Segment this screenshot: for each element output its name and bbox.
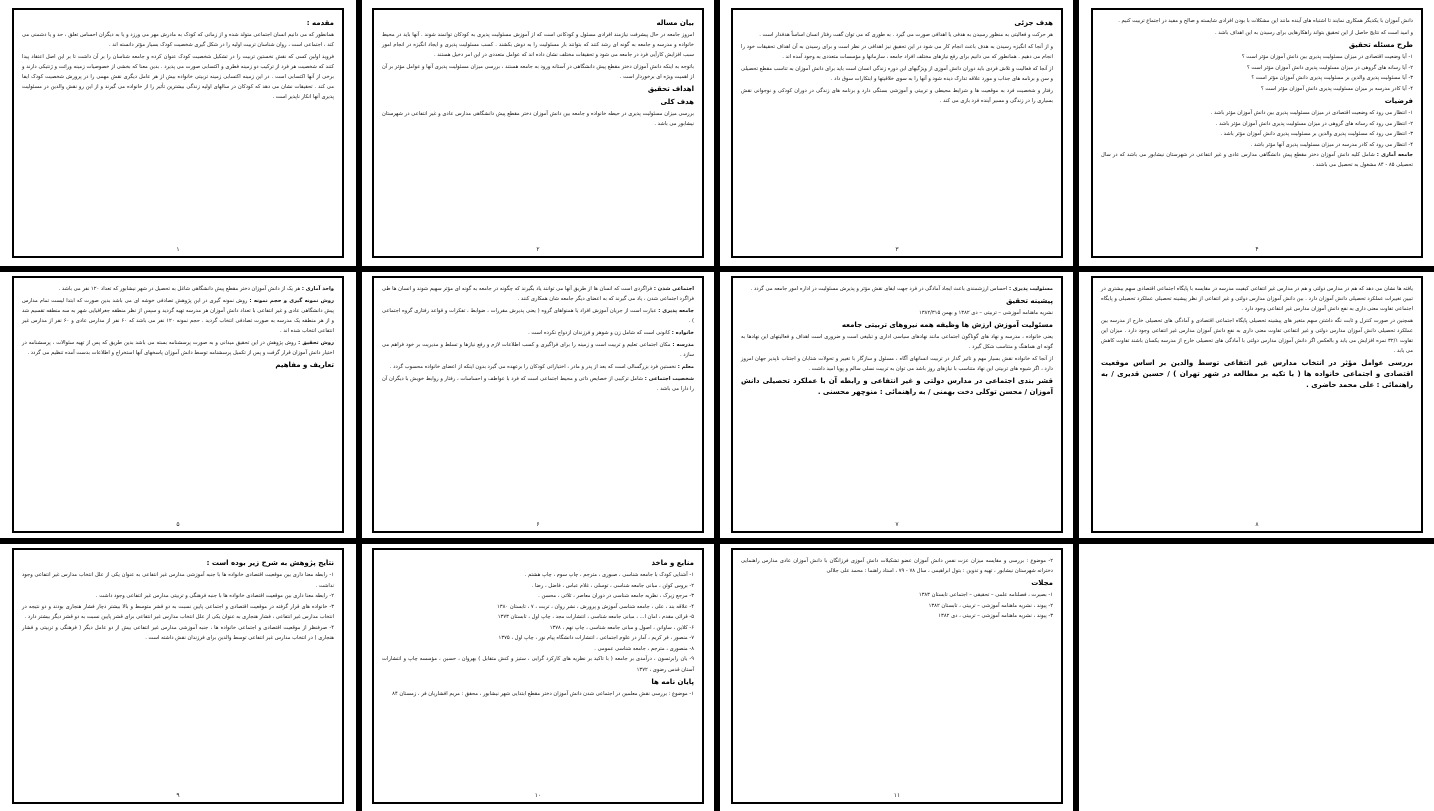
row-divider-1: [0, 266, 1434, 272]
section-heading: هدف جزئی: [1014, 19, 1053, 27]
term-label: شخصیت اجتماعی :: [644, 376, 694, 382]
paragraph-text: و امید است که نتایج حاصل از این تحقیق بتواند راهکارهایی برای رسیدن به این اهداف باشد .: [1214, 30, 1413, 36]
paragraph: [741, 556, 1053, 576]
column-divider-2: [714, 0, 720, 811]
paragraph: [22, 338, 334, 358]
paragraph-text: رفتار و شخصیت فرد به موقعیت ها و شرایط محیطی و تربیتی و آموزشی بستگی دارد و برنامه های زندگی در دوران کودکی و نوجوانی نقش بسیاری را در زندگی و مسیر آینده فرد بازی می کند .: [741, 88, 1053, 104]
term-label: روش تحقیق :: [298, 340, 334, 346]
document-page-2[interactable]: [372, 8, 704, 258]
page-number: ۷: [895, 521, 899, 528]
paragraph: [22, 296, 334, 336]
list-item: ۱- موضوع : بررسی نقش معلمین در اجتماعی شدن دانش آموزان دختر مقطع ابتدایی شهر نیشابور ، محقق : مریم افشاریان فر ، زمستان ۸۴: [392, 691, 694, 697]
paragraph-text: هر حرکت و فعالیتی به منظور رسیدن به هدفی یا اهدافی صورت می گیرد . به طوری که می توان گفت رفتار انسان اساساً هدفدار است .: [759, 32, 1053, 38]
page-number: ۱۱: [893, 792, 901, 799]
page-number: ۵: [176, 521, 180, 528]
paragraph-text: از آنجا که خانواده نقش بسیار مهم و تاثیر گذار در تربیت انسانهای آگاه ، مسئول و سازگار با تغییر و تحولات شتابان و اجتناب ناپذیر جهان امروز دارد ، اگر شیوه های تربیتی این نهاد متناسب با نیازهای روز باشد می توان به تربیت نسلی سالم و پویا امید داشت .: [741, 356, 1053, 372]
document-page-11[interactable]: [731, 548, 1063, 804]
paragraph-text: باتوجه به اینکه دانش آموزان دختر مقطع پیش دانشگاهی در آستانه ورود به جامعه هستند ، بررسی میزان مسئولیت پذیری آنها و عوامل مؤثر بر آن از اهمیت ویژه ای برخوردار است .: [382, 64, 694, 80]
section-heading: پیشینه تحقیق: [1006, 297, 1053, 305]
paragraph: [382, 328, 694, 338]
paragraph-text: همچنین در صورت کنترل و ثابت نگه داشتن سهم متغیر های پیشینه تحصیلی پایگاه اجتماعی اقتصادی و آمادگی های تحصیلی خارج از مدرسه بین عملکرد تحصیلی دانش آموزان مدارس دولتی و غیر انتفاعی تفاوت معنی داری به نفع دانش آموزان مدارس غیر انتفاعی وجود دارد . میزان این تفاوت ۳۲/۱ نمره افزایش می یابد و بالعکس اگر دانش آموزان مدارس دولتی با آمادگی های تحصیلی خارج از مدرسه یکسان باشند تفاوت کاهش می یابد .: [1101, 318, 1413, 354]
paragraph-text: فروید اولین کسی که نقش نخستین تربیت را در تشکیل شخصیت کودک عنوان کرده و جامعه شناسان را بر آن داشت تا بر این اصل اعتقاد پیدا کنند که شخصیت هر فرد از ترکیب دو زمینه فطری و اکتسابی صورت می پذیرد . بدین معنا که بخشی از خصوصیات زمینه وراثت و ژنتیکی دارند و برخی از آنها اکتسابی است . در این زمینه اکتسابی زمینه تربیتی خانواده بیش از هر عامل دیگری نقش مهمی را در پرورش شخصیت کودک ایفا می کند . تحقیقات نشان می دهد که کودکان در سالهای اولیه زندگی بیشترین تأثیر را از خانواده می گیرند و از این رو نقش والدین در مسئولیت پذیری آنها انکار ناپذیر است .: [22, 54, 334, 100]
paragraph: [382, 306, 694, 326]
paragraph: [382, 284, 694, 304]
list-item: ۲- انتظار می رود که رسانه های گروهی در میزان مسئولیت پذیری دانش آموزان مؤثر باشد .: [1215, 120, 1413, 127]
paragraph-text: ۲- موضوع : بررسی و مقایسه میزان عزت نفس دانش آموزان عضو تشکیلات دانش آموزی فرزانگان با دانش آموزان عادی مدارس راهنمایی دخترانه شهرستان نیشابور ، تهیه و تدوین : بتول ابراهیمی ، سال ۷۸ - ۷۹ ، استاد راهنما : محمد علی جلالی: [741, 558, 1053, 574]
document-page-7[interactable]: [731, 276, 1063, 533]
list-item: ۳- آیا مسئولیت پذیری والدین بر مسئولیت پذیری دانش آموزان مؤثر است ؟: [1251, 75, 1413, 81]
list-item: ۴- صرفنظر از موقعیت اقتصادی و اجتماعی خانواده ها ، جنبه آموزشی مدارس غیر انتفاعی بیش از دو عامل دیگر ( فرهنگی و تربیتی و فشار هنجاری ) در انتخاب مدارس غیر انتفاعی توسط والدین برای فرزندان نقش داشته است .: [22, 624, 334, 641]
term-label: روش نمونه گیری و حجم نمونه :: [249, 298, 334, 304]
term-label: جامعه آماری :: [1376, 152, 1414, 158]
section-heading: هدف کلی: [660, 98, 694, 106]
list-item: ۴- انتظار می رود که کادر مدرسه در میزان مسئولیت پذیری آنها مؤثر باشد .: [1250, 141, 1413, 148]
document-page-3[interactable]: [731, 8, 1063, 258]
term-label: واحد آماری :: [301, 286, 334, 292]
section-heading: طرح مسئله تحقیق: [1348, 41, 1413, 49]
paragraph-text: کانونی است که شامل زن و شوهر و فرزندان ازدواج نکرده است .: [528, 330, 671, 336]
list-item: ۱- انتظار می رود که وضعیت اقتصادی در میزان مسئولیت پذیری بین دانش آموزان مؤثر باشد .: [1210, 110, 1413, 116]
section-heading: مقدمه :: [306, 19, 334, 27]
paragraph-text: یافته ها نشان می دهد که هم در مدارس دولتی و هم در مدارس غیر انتفاعی کیفیت مدرسه در مقایسه با پایگاه اجتماعی اقتصادی سهم بیشتری در تبیین تغییرات عملکرد تحصیلی دانش آموزان دارد . بین دانش آموزان مدارس دولتی و غیر انتفاعی از نظر پیشینه تحصیلی عملکرد تحصیلی و پایگاه اجتماعی تفاوت معنی داری به نفع دانش آموزان مدارس غیر انتفاعی وجود دارد .: [1101, 286, 1413, 312]
document-page-8[interactable]: [1091, 276, 1423, 533]
document-page-1[interactable]: [12, 8, 344, 258]
paragraph: [741, 354, 1053, 374]
section-heading: نتایج پژوهش به شرح زیر بوده است :: [206, 559, 334, 567]
list-item: ۷- منصور ، فر کریم ، آمار در علوم اجتماعی ، انتشارات دانشگاه پیام نور ، چاپ اول ، ۱۳۷۵: [498, 635, 694, 641]
document-page-5[interactable]: [12, 276, 344, 533]
section-heading: بیان مساله: [656, 19, 694, 27]
paragraph: [741, 64, 1053, 84]
paragraph-text: شامل کلیه دانش آموزان دختر مقطع پیش دانشگاهی مدارس عادی و غیر انتفاعی در شهرستان نیشابور می باشد که در سال تحصیلی ۸۵ - ۸۴ مشغول به تحصیل می باشند .: [1101, 152, 1413, 168]
paragraph-text: هر یک از دانش آموزان دختر مقطع پیش دانشگاهی شاغل به تحصیل در شهر نیشابور که تعداد ۱۲۰ نفر می باشد .: [58, 286, 301, 292]
paragraph-text: از آنجا که فعالیت و تلاش فردی باید دوران دانش آموزی از ویژگیهای این دوره زندگی انسان است باید برای دانش آموزان به تناسب مقطع تحصیلی و سن و برنامه های جذاب و مورد علاقه تدارک دیده شود و آنها را به سوی خلاقیتها و ابتکارات سوق داد .: [741, 66, 1053, 82]
list-item: ۱- آشنایی کودک با جامعه شناسی ، صبوری ، مترجم ، چاپ سوم ، چاپ هشتم .: [524, 572, 694, 578]
paragraph: [1101, 284, 1413, 314]
row-divider-2: [0, 538, 1434, 544]
page-number: ۱: [176, 246, 180, 253]
section-heading: تعاریف و مفاهیم: [275, 361, 334, 369]
page-number: ۲: [536, 246, 540, 253]
paragraph: [382, 362, 694, 372]
paragraph: [382, 340, 694, 360]
section-heading: پایان نامه ها: [651, 678, 694, 686]
paragraph: [1101, 316, 1413, 356]
list-item: ۴- علاقه بند ، علی ، جامعه شناسی آموزش و پرورش ، نشر روان ، تربت ، ۷ ، تابستان ۱۳۸۰: [497, 603, 694, 610]
paragraph-text: عبارت است از جریان آموزش افراد یا همنواهای گروه ( یعنی پذیرش مقررات ، ضوابط ، تفکرات و قواعد رفتاری گروه اجتماعی ) .: [382, 308, 694, 324]
paragraph-text: نشریه ماهنامه آموزشی – تربیتی – دی ۱۳۸۲ و بهمن ۱۳۸۲/۳۱۵: [918, 310, 1053, 316]
term-label: اجتماعی شدن :: [653, 286, 694, 292]
paragraph-text: دانش آموزان با یکدیگر همکاری نمایند تا اشتباه های آینده مانند این مشکلات با بودن افرادی شایسته و صالح و مفید در اجتماع تربیت کنیم .: [1118, 18, 1413, 24]
section-heading: قشر بندی اجتماعی در مدارس دولتی و غیر انتفاعی و رابطه آن با عملکرد تحصیلی دانش آموزان / محسن توکلی دخت بهمنی / به راهنمائی : منوچهر محسنی .: [741, 377, 1053, 396]
paragraph-text: یعنی خانواده ، مدرسه و نهاد های گوناگون اجتماعی مانند نهادهای سیاسی اداری و تبلیغی است و ضروری است اهداف و فعالیتهای این نهادها به گونه ای هماهنگ و متناسب شکل گیرد .: [741, 334, 1053, 350]
paragraph: [741, 42, 1053, 62]
list-item: ۴- آیا کادر مدرسه بر میزان مسئولیت پذیری دانش آموزان مؤثر است ؟: [1261, 85, 1413, 92]
paragraph-text: فراگردی است که انسان ها از طریق آنها می توانند یاد بگیرند که چگونه در جامعه به گونه ای مؤثر سهیم شوند و انسان ها طی فراگرد اجتماعی شدن ، یاد می گیرند که به اعضای دیگر جامعه شان همکاری کنند .: [382, 286, 694, 302]
paragraph: [382, 30, 694, 60]
list-item: ۹- یان رابرتسون ، درآمدی بر جامعه ( با تاکید بر نظریه های کارکرد گرایی ، ستیز و کنش متقابل ) بهروان ، حسین ، مؤسسه چاپ و انتشارات آستان قدس رضوی ، ۱۳۷۲: [382, 656, 694, 673]
paragraph-text: روش نمونه گیری در این پژوهش تصادفی خوشه ای می باشد بدین صورت که ابتدا لیست تمام مدارس پیش دانشگاهی عادی و غیر انتفاعی با تعداد دانش آموزان هر مدرسه تهیه گردید و سپس از نظر منطقه جغرافیایی شهر به سه منطقه تقسیم شد و از هر منطقه یک مدرسه به صورت تصادفی انتخاب گردید . حجم نمونه ۱۲۰ نفر می باشد که ۶۰ نفر از مدارس عادی و ۶۰ نفر از مدارس غیر انتفاعی انتخاب شده اند .: [22, 298, 334, 334]
document-page-4[interactable]: [1091, 8, 1423, 258]
paragraph: [1101, 150, 1413, 170]
document-page-10[interactable]: [372, 548, 704, 804]
page-number: ۹: [176, 792, 180, 799]
paragraph: [741, 308, 1053, 318]
column-divider-1: [356, 0, 362, 811]
paragraph: [22, 30, 334, 50]
list-item: ۲- آیا رسانه های گروهی در میزان مسئولیت پذیری دانش آموزان مؤثر است ؟: [1246, 64, 1413, 71]
list-item: ۵- قرائی مقدم ، امان ا... ، مبانی جامعه شناسی ، انتشارات مجد ، چاپ اول ، تابستان ۱۳۷۳: [497, 614, 694, 620]
paragraph: [741, 30, 1053, 40]
list-item: ۲- پیوند ، نشریه ماهنامه آموزشی – تربیتی ، تابستان ۱۳۸۲: [928, 602, 1053, 609]
paragraph-text: و از آنجا که انگیزه رسیدن به هدف باعث انجام کار می شود در این تحقیق نیز اهدافی در نظر است و برای رسیدن به آن اهداف تحقیقات خود را انجام می دهیم . همانطور که می دانیم برای رفع نیازهای مختلف افراد جامعه ، سازمانها و مؤسسات متعددی به وجود آمده اند .: [741, 44, 1053, 60]
paragraph: [382, 62, 694, 82]
list-item: ۱- رابطه معنا داری بین موقعیت اقتصادی خانواده ها با جنبه آموزشی مدارس غیر انتفاعی به عنوان یکی از علل انتخاب مدارس غیر انتفاعی وجود نداشت .: [22, 572, 334, 589]
list-item: ۶- کلاین ، ساوانن ، اصول و مبانی جامعه شناسی ، چاپ نهم ، ۱۳۷۸: [549, 624, 694, 631]
term-label: مسئولیت پذیری :: [1009, 286, 1053, 292]
paragraph-text: امروز جامعه در حال پیشرفت نیازمند افرادی مسئول و کودکانی است که از آموزش مسئولیت پذیری به کودکان توانمند شوند . آنها باید در محیط خانواده و مدرسه و جامعه به گونه ای رشد کنند که بتوانند بار مسئولیت را به دوش بکشند . کسب مسئولیت پذیری و ایجاد انگیزه در انجام امور سبب افزایش کارآیی فرد در جامعه می شود و تحقیقات مختلف نشان داده اند که عوامل متعددی در این امر دخیل هستند .: [382, 32, 694, 58]
paragraph-text: مکان اجتماعی تعلیم و تربیت است و زمینه را برای فراگیری و کسب اطلاعات لازم و رفع نیازها و تسلط و مدیریت بر خود فراهم می سازد .: [382, 342, 694, 358]
section-heading: اهداف تحقیق: [647, 85, 694, 93]
paragraph-text: احساس ارزشمندی باعث ایجاد آمادگی در فرد جهت ایفای نقش مؤثر و پذیرش مسئولیت در اداره امور جامعه می گردد .: [750, 286, 1008, 292]
term-label: خانواده :: [671, 330, 694, 336]
list-item: ۱- بصیرت ، فصلنامه علمی – تحقیقی – اجتماعی تابستان ۱۳۸۳: [918, 592, 1053, 598]
paragraph: [1101, 16, 1413, 26]
paragraph-text: شامل ترکیبی از خصایص ذاتی و محیط اجتماعی است که فرد با عواطف و احساسات ، رفتار و روابط خویش با دیگران آن را دارا می باشد .: [382, 376, 694, 392]
list-item: ۸- منصوری ، مترجم ، جامعه شناسی عمومی .: [594, 645, 694, 652]
page-number: ۴: [1255, 246, 1259, 253]
section-heading: مجلات: [1031, 579, 1053, 587]
paragraph-text: نخستین فرد بزرگسالی است که بعد از پدر و مادر ، اختیاراتی کودکان را برعهده می گیرد بدون اینکه از اعضای خانواده محسوب گردد .: [389, 364, 677, 370]
page-number: ۳: [895, 246, 899, 253]
term-label: معلم :: [677, 364, 694, 370]
document-page-9[interactable]: [12, 548, 344, 804]
paragraph: [741, 86, 1053, 106]
column-divider-3: [1073, 0, 1079, 811]
list-item: ۲- رابطه معنا داری بین موقعیت اقتصادی خانواده ها با جنبه فرهنگی و تربیتی مدارس غیر انتفاعی وجود داشت .: [95, 593, 334, 599]
paragraph-text: همانطور که می دانیم انسان اجتماعی متولد شده و از زمانی که کودک به مادرش مهر می ورزد و یا به دیگران احساس تعلق ، حد و یا دشمنی می کند ، اجتماعی است ، روان شناسان تربیت اولیه را در شکل گیری شخصیت کودک بسیار مؤثر دانسته اند .: [22, 32, 334, 48]
list-item: ۲- بروس کوئن ، مبانی جامعه شناسی ، توسلی ، غلام عباس ، فاضل ، رضا .: [531, 582, 694, 589]
term-label: مدرسه :: [672, 342, 695, 348]
document-page-6[interactable]: [372, 276, 704, 533]
paragraph: [741, 284, 1053, 294]
paragraph: [22, 284, 334, 294]
list-item: ۳- خانواده های قرار گرفته در موقعیت اقتصادی و اجتماعی پایین نسبت به دو قشر متوسط و بالا بیشتر دچار فشار هنجاری بودند و دو نتیجه در انتخاب مدارس غیر انتفاعی ، فشار هنجاری به عنوان یکی از علل انتخاب مدارس غیر انتفاعی برای قشر پایین نسبت به دو قشر دیگر بیشتر دارد .: [22, 603, 334, 620]
paragraph-text: روش پژوهش در این تحقیق میدانی و به صورت پرسشنامه بسته می باشد بدین طریق که پس از تهیه سئوالات ، پرسشنامه در اختیار دانش آموزان قرار گرفت و پس از تکمیل پرسشنامه توسط دانش آموزان پاسخهای آنها استخراج و اطلاعات بدست آمده تنظیم می گردد .: [22, 340, 334, 356]
paragraph: [382, 109, 694, 129]
list-item: ۳- پیوند ، نشریه ماهنامه آموزشی – تربیتی ، دی ۱۳۸۲: [938, 613, 1053, 619]
page-number: ۶: [536, 521, 540, 528]
paragraph: [382, 374, 694, 394]
paragraph: [1101, 28, 1413, 38]
list-item: ۳- انتظار می رود که مسئولیت پذیری والدین بر مسئولیت پذیری دانش آموزان مؤثر باشد .: [1220, 131, 1413, 137]
list-item: ۱- آیا وضعیت اقتصادی در میزان مسئولیت پذیری بین دانش آموزان مؤثر است ؟: [1241, 54, 1413, 60]
term-label: جامعه پذیری :: [658, 308, 694, 314]
paragraph: [741, 332, 1053, 352]
section-heading: بررسی عوامل مؤثر در انتخاب مدارس غیر انتفاعی توسط والدین بر اساس موقعیت اقتصادی و اجتماعی خانواده ها ( با تکیه بر مطالعه در شهر تهران ) / حسین قدیری / به راهنمائی : علی محمد حاضری .: [1101, 359, 1413, 389]
paragraph-text: بررسی میزان مسئولیت پذیری در حیطه خانواده و جامعه بین دانش آموزان دختر مقطع پیش دانشگاهی مدارس عادی و غیر انتفاعی در شهرستان نیشابور می باشد .: [382, 111, 694, 127]
section-heading: مسئولیت آموزش ارزش ها وظیفه همه نیروهای تربیتی جامعه: [841, 321, 1053, 329]
list-item: ۳- مرجع زیرک ، نظریه جامعه شناسی در دوران معاصر ، ثلاثی ، محسن .: [538, 593, 694, 599]
section-heading: فرضیات: [1384, 97, 1413, 105]
page-number: ۱۰: [534, 792, 542, 799]
paragraph: [22, 52, 334, 102]
page-number: ۸: [1255, 521, 1259, 528]
section-heading: منابع و ماخذ: [651, 559, 694, 567]
